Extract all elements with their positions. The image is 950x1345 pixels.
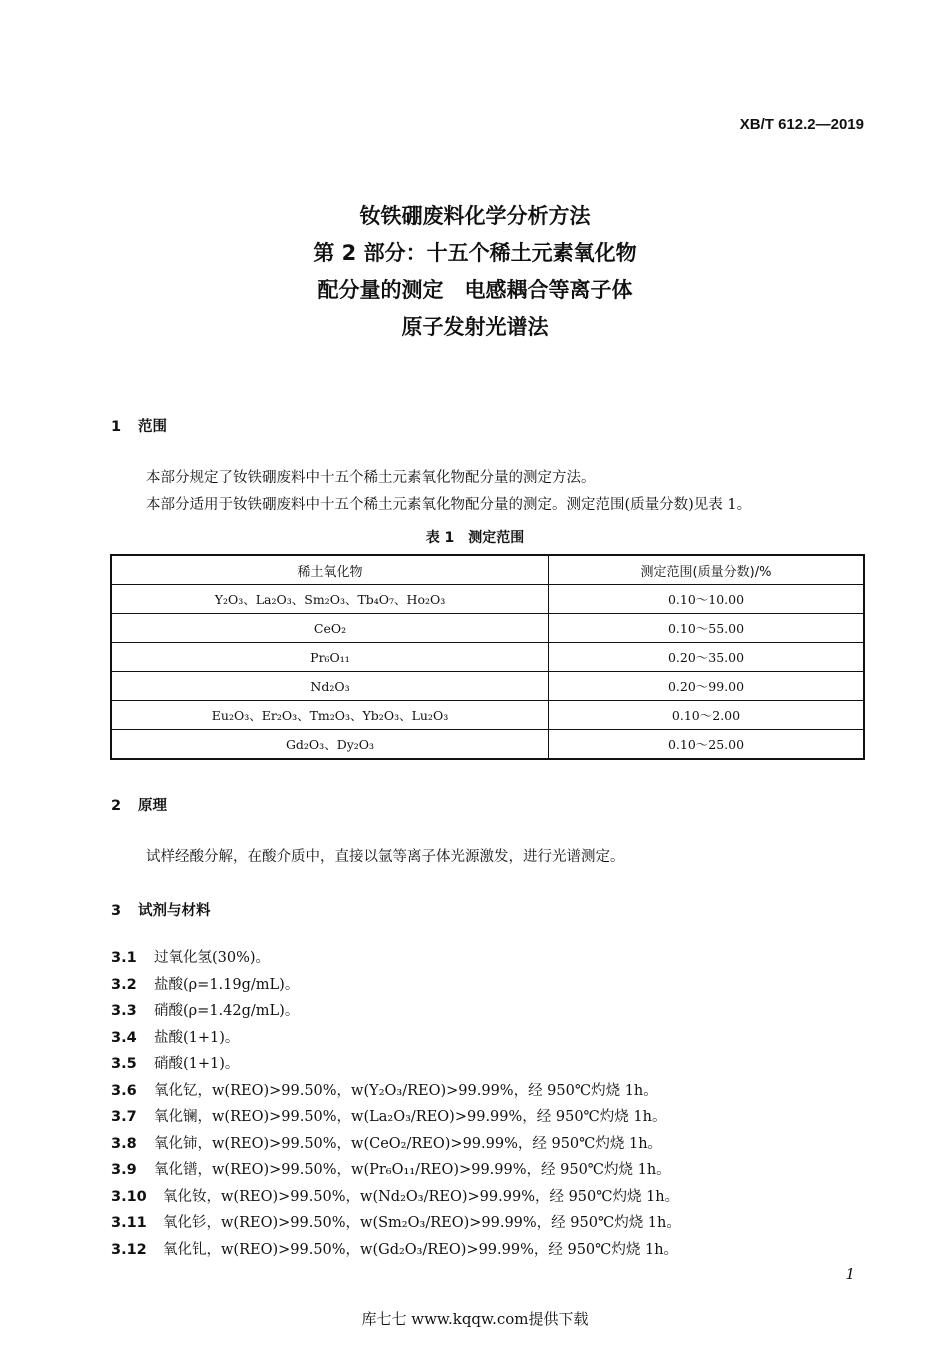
item-text: 盐酸(ρ=1.19g/mL)。: [154, 976, 300, 993]
list-item: [111, 1105, 681, 1132]
title-line: 配分量的测定 电感耦合等离子体: [317, 278, 633, 302]
table-cell-oxide: Gd₂O₃、Dy₂O₃: [111, 730, 549, 760]
item-text: 盐酸(1+1)。: [154, 1029, 240, 1046]
item-number: 3.8: [111, 1135, 137, 1152]
item-text: 硝酸(1+1)。: [154, 1056, 240, 1072]
item-text: 氧化钐，w(REO)>99.50%，w(Sm₂O₃/REO)>99.99%，经 950℃灼烧 1h。: [163, 1215, 681, 1231]
table-header-cell: 测定范围(质量分数)/%: [549, 555, 865, 585]
list-item: [111, 1132, 681, 1159]
table-row: [111, 730, 864, 760]
page-number: 1: [845, 1265, 855, 1283]
table-row: [111, 701, 864, 730]
table-cell-oxide: Y₂O₃、La₂O₃、Sm₂O₃、Tb₄O₇、Ho₂O₃: [111, 585, 549, 614]
item-number: 3.9: [111, 1162, 137, 1178]
item-text: 氧化钇，w(REO)>99.50%，w(Y₂O₃/REO)>99.99%，经 950℃灼烧 1h。: [154, 1082, 658, 1099]
footer-watermark: 库七七 www.kqqw.com提供下载: [361, 1310, 589, 1328]
table-cell-oxide: CeO₂: [111, 614, 549, 643]
item-text: 氧化镨，w(REO)>99.50%，w(Pr₆O₁₁/REO)>99.99%，经 950℃灼烧 1h。: [154, 1162, 671, 1178]
list-item: [111, 973, 681, 1000]
list-item: [111, 1052, 681, 1079]
list-item: [111, 1026, 681, 1053]
table-header-cell: 稀土氧化物: [111, 555, 549, 585]
item-text: 氧化镧，w(REO)>99.50%，w(La₂O₃/REO)>99.99%，经 950℃灼烧 1h。: [154, 1109, 667, 1125]
table-cell-range: 0.10～55.00: [549, 614, 865, 643]
table-row: [111, 614, 864, 643]
scope-paragraph: 本部分适用于钕铁硼废料中十五个稀土元素氧化物配分量的测定。测定范围(质量分数)见表 1。: [146, 497, 752, 513]
list-item: [111, 1158, 681, 1185]
principle-paragraph: 试样经酸分解，在酸介质中，直接以氩等离子体光源激发，进行光谱测定。: [146, 849, 625, 865]
item-number: 3.5: [111, 1056, 137, 1072]
list-item: [111, 1211, 681, 1238]
table-row: [111, 672, 864, 701]
section-number: 3: [111, 903, 122, 919]
item-number: 3.6: [111, 1082, 137, 1099]
section-number: 2: [111, 798, 122, 814]
list-item: [111, 1079, 681, 1106]
item-text: 氧化铈，w(REO)>99.50%，w(CeO₂/REO)>99.99%，经 950℃灼烧 1h。: [154, 1135, 663, 1152]
table-cell-range: 0.10～2.00: [549, 701, 865, 730]
item-text: 过氧化氢(30%)。: [154, 950, 271, 966]
item-number: 3.4: [111, 1029, 137, 1046]
table-cell-range: 0.20～99.00: [549, 672, 865, 701]
table-caption: 表 1 测定范围: [425, 530, 525, 546]
list-item: [111, 1238, 681, 1265]
table-row: [111, 643, 864, 672]
title-line: 第 2 部分：十五个稀土元素氧化物: [313, 241, 637, 265]
item-text: 硝酸(ρ=1.42g/mL)。: [154, 1003, 300, 1019]
standard-number: XB/T 612.2—2019: [739, 116, 864, 133]
item-text: 氧化钆，w(REO)>99.50%，w(Gd₂O₃/REO)>99.99%，经 950℃灼烧 1h。: [163, 1241, 679, 1258]
list-item: [111, 1185, 681, 1212]
reagent-list: [111, 946, 681, 1264]
item-number: 3.3: [111, 1003, 137, 1019]
item-number: 3.10: [111, 1188, 147, 1205]
item-text: 氧化钕，w(REO)>99.50%，w(Nd₂O₃/REO)>99.99%，经 950℃灼烧 1h。: [163, 1188, 680, 1205]
table-cell-range: 0.10～25.00: [549, 730, 865, 760]
table-cell-oxide: Pr₆O₁₁: [111, 643, 549, 672]
table-cell-range: 0.20～35.00: [549, 643, 865, 672]
section-heading-principle: [111, 794, 167, 815]
section-title: 试剂与材料: [138, 903, 211, 919]
document-title: [0, 198, 950, 346]
table-cell-range: 0.10～10.00: [549, 585, 865, 614]
table-row: [111, 585, 864, 614]
title-line: 原子发射光谱法: [401, 315, 549, 339]
item-number: 3.1: [111, 950, 137, 966]
table-cell-oxide: Nd₂O₃: [111, 672, 549, 701]
list-item: [111, 946, 681, 973]
item-number: 3.11: [111, 1215, 147, 1231]
scope-paragraph: 本部分规定了钕铁硼废料中十五个稀土元素氧化物配分量的测定方法。: [146, 470, 596, 486]
table-cell-oxide: Eu₂O₃、Er₂O₃、Tm₂O₃、Yb₂O₃、Lu₂O₃: [111, 701, 549, 730]
section-heading-scope: [111, 415, 167, 436]
item-number: 3.7: [111, 1109, 137, 1125]
item-number: 3.2: [111, 976, 137, 993]
list-item: [111, 999, 681, 1026]
item-number: 3.12: [111, 1241, 147, 1258]
section-number: 1: [111, 419, 122, 435]
section-title: 原理: [138, 798, 167, 814]
section-title: 范围: [138, 419, 167, 435]
section-heading-reagents: [111, 899, 211, 920]
title-line: 钕铁硼废料化学分析方法: [359, 204, 591, 228]
table-header-row: [111, 555, 864, 585]
range-table: [110, 554, 865, 760]
